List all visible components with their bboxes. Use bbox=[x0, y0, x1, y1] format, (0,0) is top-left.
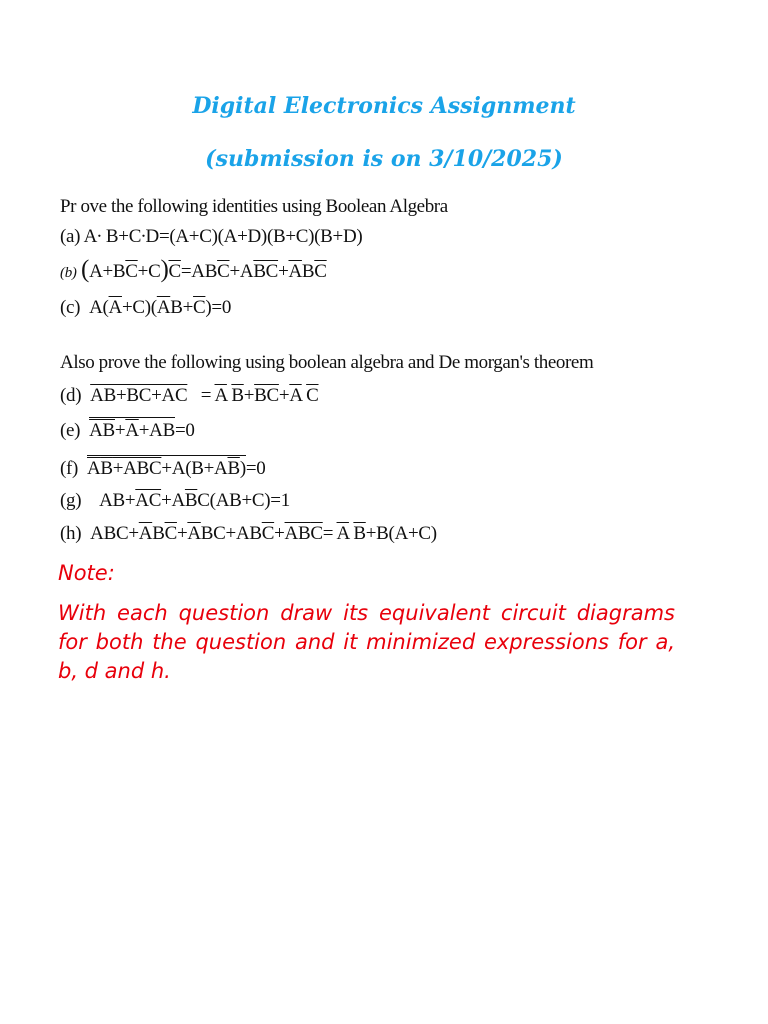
problem-f-expression: $AB+ABC+A(B+A\overline{B})=0$ bbox=[83, 455, 266, 479]
section1-heading: Pr ove the following identities using Boolean Algebra bbox=[60, 196, 448, 217]
note-body: With each question draw its equivalent circuit diagrams for both the question and it minimized expressions for a, b, d and h. bbox=[58, 601, 675, 683]
problem-h bbox=[60, 523, 437, 545]
problem-d-label: (d) bbox=[60, 385, 82, 406]
problem-g-label: (g) bbox=[60, 490, 82, 511]
problem-b-expression: $(A+B\overline{C}+C)\overline{C}=AB\overline{C}+A\overline{BC}+\overline{A}B\overline{C}$ bbox=[81, 256, 327, 283]
section2-heading: Also prove the following using boolean algebra and De morgan's theorem bbox=[60, 352, 594, 373]
problem-e-expression: $AB+\overline{A}+AB=0$ bbox=[85, 417, 195, 441]
problem-a-expression: A∙ B+C∙D=(A+C)(A+D)(B+C)(B+D) bbox=[83, 226, 363, 247]
problem-c bbox=[60, 297, 231, 319]
problem-d-expression: $AB+BC+AC = \overline{A}$ $\overline{B}+\overline{B}\overline{C}+\overline{A}$ $\overline{C}$ bbox=[90, 385, 319, 406]
problem-h-expression: $ABC+\overline{A}B\overline{C}+\overline{A}BC+AB\overline{C}+\overline{A}\overline{B}\overline{C}= \overline{A}$ $\overline{B}+B(A+C)$ bbox=[85, 523, 437, 544]
problem-g bbox=[60, 490, 290, 512]
problem-e bbox=[60, 420, 195, 442]
problem-g-expression: $AB+\overline{AC}+A\overline{B}C(AB+C)=1$ bbox=[85, 490, 290, 511]
submission-date: (submission is on 3/10/2025) bbox=[205, 146, 563, 172]
problem-d bbox=[60, 385, 319, 407]
problem-a bbox=[60, 226, 362, 248]
problem-a-label: (a) bbox=[60, 226, 81, 247]
problem-f-label: (f) bbox=[60, 458, 79, 479]
note-heading: Note: bbox=[58, 561, 115, 585]
problem-c-expression: $A(\overline{A}+C)(\overline{A}B+\overline{C})=0$ bbox=[84, 297, 232, 318]
problem-c-label: (c) bbox=[60, 297, 81, 318]
problem-h-label: (h) bbox=[60, 523, 82, 544]
assignment-title: Digital Electronics Assignment bbox=[192, 93, 576, 119]
problem-b bbox=[60, 256, 327, 284]
problem-f bbox=[60, 458, 266, 480]
problem-b-label: (b) bbox=[60, 265, 77, 281]
problem-e-label: (e) bbox=[60, 420, 81, 441]
